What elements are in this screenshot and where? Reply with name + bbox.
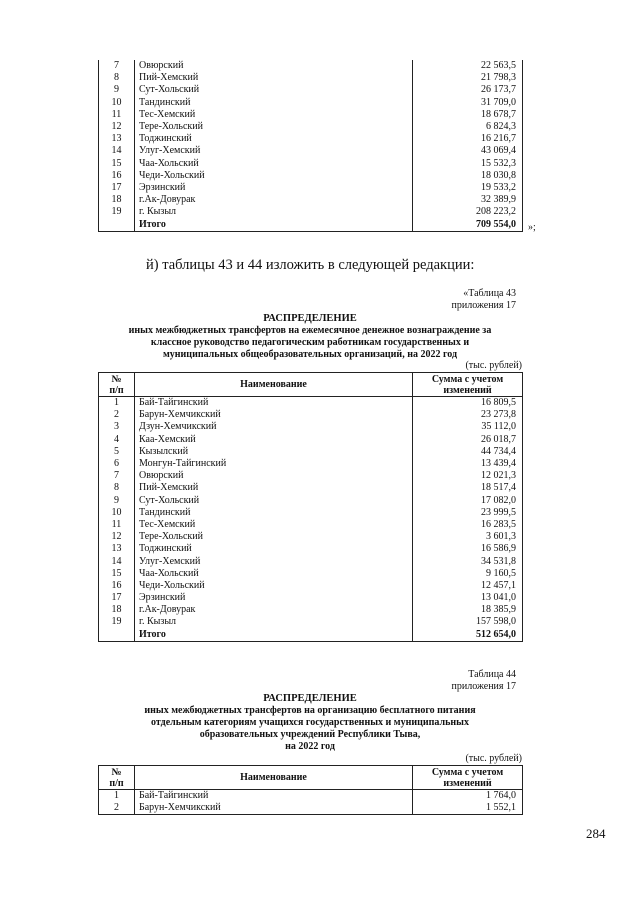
table43-sub-2: классное руководство педагогическим работникам государственных и <box>150 337 470 348</box>
table-row <box>99 421 523 433</box>
table44-col-num: № п/п <box>99 766 135 790</box>
table43-col-num: № п/п <box>99 373 135 397</box>
table-row <box>99 170 523 182</box>
row-number: 5 <box>99 446 135 458</box>
row-name: Дзун-Хемчикский <box>135 421 413 433</box>
row-value: 3 601,3 <box>413 531 523 543</box>
row-number: 4 <box>99 434 135 446</box>
row-value: 18 030,8 <box>413 170 523 182</box>
table43-col-sum: Сумма с учетом изменений <box>413 373 523 397</box>
row-value: 34 531,8 <box>413 555 523 567</box>
row-number: 3 <box>99 421 135 433</box>
row-number <box>99 629 135 642</box>
table-row <box>99 84 523 96</box>
table44-heading: РАСПРЕДЕЛЕНИЕ <box>263 693 357 704</box>
row-number: 12 <box>99 531 135 543</box>
row-name: Бай-Тайгинский <box>135 790 413 803</box>
top-table <box>98 60 523 232</box>
table-row <box>99 397 523 410</box>
row-number: 8 <box>99 72 135 84</box>
row-value: 157 598,0 <box>413 616 523 628</box>
table-row <box>99 604 523 616</box>
table44-caption-2: приложения 17 <box>451 681 516 692</box>
row-name: Эрзинский <box>135 182 413 194</box>
table-row <box>99 616 523 628</box>
row-name: Чеди-Хольский <box>135 580 413 592</box>
row-name: г. Кызыл <box>135 206 413 218</box>
row-number: 10 <box>99 507 135 519</box>
row-name: Улуг-Хемский <box>135 555 413 567</box>
row-value: 32 389,9 <box>413 194 523 206</box>
row-name: Тес-Хемский <box>135 519 413 531</box>
table-row <box>99 60 523 72</box>
row-number: 17 <box>99 182 135 194</box>
row-name: Овюрский <box>135 60 413 72</box>
row-value: 16 586,9 <box>413 543 523 555</box>
table-row <box>99 543 523 555</box>
table44-units: (тыс. рублей) <box>465 753 522 764</box>
row-number: 17 <box>99 592 135 604</box>
row-name: Сут-Хольский <box>135 84 413 96</box>
row-value: 12 021,3 <box>413 470 523 482</box>
row-value: 21 798,3 <box>413 72 523 84</box>
table-row <box>99 158 523 170</box>
row-number: 11 <box>99 519 135 531</box>
top-table-body <box>99 60 523 231</box>
row-value: 6 824,3 <box>413 121 523 133</box>
row-value: 17 082,0 <box>413 495 523 507</box>
row-name: Каа-Хемский <box>135 434 413 446</box>
row-number: 7 <box>99 60 135 72</box>
row-name: Чеди-Хольский <box>135 170 413 182</box>
row-value: 26 173,7 <box>413 84 523 96</box>
row-number: 13 <box>99 543 135 555</box>
row-name: Тандинский <box>135 507 413 519</box>
row-value: 208 223,2 <box>413 206 523 218</box>
table43-col-name: Наименование <box>135 373 413 397</box>
row-name: Чаа-Хольский <box>135 158 413 170</box>
row-number: 15 <box>99 158 135 170</box>
table43-sub-3: муниципальных общеобразовательных организаций, на 2022 год <box>162 349 458 360</box>
table-row <box>99 133 523 145</box>
row-number: 16 <box>99 170 135 182</box>
row-value: 35 112,0 <box>413 421 523 433</box>
row-number: 1 <box>99 790 135 803</box>
table-row <box>99 409 523 421</box>
row-name: Тере-Хольский <box>135 121 413 133</box>
row-name: Монгун-Тайгинский <box>135 458 413 470</box>
row-name: Чаа-Хольский <box>135 568 413 580</box>
row-number: 7 <box>99 470 135 482</box>
row-name: Пий-Хемский <box>135 482 413 494</box>
row-number: 19 <box>99 616 135 628</box>
row-value: 18 517,4 <box>413 482 523 494</box>
row-name: г.Ак-Довурак <box>135 604 413 616</box>
row-name: Улуг-Хемский <box>135 145 413 157</box>
row-name: Барун-Хемчикский <box>135 802 413 815</box>
row-value: 13 439,4 <box>413 458 523 470</box>
table-row <box>99 568 523 580</box>
row-number: 10 <box>99 97 135 109</box>
table-row <box>99 802 523 815</box>
row-value: 23 273,8 <box>413 409 523 421</box>
table44-caption-1: Таблица 44 <box>468 669 516 680</box>
table44-sub-2: отдельным категориям учащихся государственных и муниципальных <box>151 717 469 728</box>
table-row <box>99 109 523 121</box>
row-value: 16 809,5 <box>413 397 523 410</box>
row-value: 15 532,3 <box>413 158 523 170</box>
row-name: Сут-Хольский <box>135 495 413 507</box>
row-name: Итого <box>135 629 413 642</box>
row-value: 16 283,5 <box>413 519 523 531</box>
row-name: Итого <box>135 218 413 231</box>
row-number: 11 <box>99 109 135 121</box>
table44-sub-4: на 2022 год <box>285 741 335 752</box>
table-row <box>99 495 523 507</box>
table-row <box>99 592 523 604</box>
table43-body <box>99 397 523 642</box>
row-number: 13 <box>99 133 135 145</box>
row-value: 44 734,4 <box>413 446 523 458</box>
row-value: 31 709,0 <box>413 97 523 109</box>
row-name: Пий-Хемский <box>135 72 413 84</box>
table-row <box>99 434 523 446</box>
row-name: Овюрский <box>135 470 413 482</box>
row-value: 1 764,0 <box>413 790 523 803</box>
row-value: 18 385,9 <box>413 604 523 616</box>
table43-caption-1: «Таблица 43 <box>463 288 516 299</box>
row-number: 16 <box>99 580 135 592</box>
row-name: Барун-Хемчикский <box>135 409 413 421</box>
table43-units: (тыс. рублей) <box>465 360 522 371</box>
row-value: 43 069,4 <box>413 145 523 157</box>
row-number: 2 <box>99 802 135 815</box>
row-value: 709 554,0 <box>413 218 523 231</box>
table43-heading: РАСПРЕДЕЛЕНИЕ <box>263 313 357 324</box>
row-number: 9 <box>99 84 135 96</box>
row-value: 22 563,5 <box>413 60 523 72</box>
row-number: 1 <box>99 397 135 410</box>
row-name: Кызылский <box>135 446 413 458</box>
table43-caption-2: приложения 17 <box>451 300 516 311</box>
table43 <box>98 372 523 642</box>
row-name: г.Ак-Довурак <box>135 194 413 206</box>
table-row <box>99 790 523 803</box>
row-name: г. Кызыл <box>135 616 413 628</box>
table-row <box>99 446 523 458</box>
row-number: 19 <box>99 206 135 218</box>
table-row <box>99 507 523 519</box>
row-number <box>99 218 135 231</box>
row-number: 18 <box>99 604 135 616</box>
table43-sub-1: иных межбюджетных трансфертов на ежемесячное денежное вознаграждение за <box>128 325 492 336</box>
row-name: Эрзинский <box>135 592 413 604</box>
row-value: 18 678,7 <box>413 109 523 121</box>
row-number: 18 <box>99 194 135 206</box>
row-value: 512 654,0 <box>413 629 523 642</box>
row-number: 2 <box>99 409 135 421</box>
table-row <box>99 72 523 84</box>
table-row <box>99 206 523 218</box>
row-value: 9 160,5 <box>413 568 523 580</box>
row-number: 14 <box>99 555 135 567</box>
row-number: 8 <box>99 482 135 494</box>
table-row <box>99 145 523 157</box>
table-row <box>99 470 523 482</box>
table-row <box>99 182 523 194</box>
row-number: 9 <box>99 495 135 507</box>
row-name: Бай-Тайгинский <box>135 397 413 410</box>
row-value: 1 552,1 <box>413 802 523 815</box>
table44-sub-1: иных межбюджетных трансфертов на организацию бесплатного питания <box>144 705 476 716</box>
instruction-text: й) таблицы 43 и 44 изложить в следующей редакции: <box>146 257 475 273</box>
row-name: Тандинский <box>135 97 413 109</box>
table-row <box>99 97 523 109</box>
row-value: 19 533,2 <box>413 182 523 194</box>
table44 <box>98 765 523 815</box>
table-row <box>99 519 523 531</box>
row-value: 23 999,5 <box>413 507 523 519</box>
closing-mark: »; <box>528 222 536 233</box>
table44-sub-3: образовательных учреждений Республики Тыва, <box>199 729 421 740</box>
table44-col-name: Наименование <box>135 766 413 790</box>
table44-col-sum: Сумма с учетом изменений <box>413 766 523 790</box>
table-row <box>99 629 523 642</box>
row-number: 12 <box>99 121 135 133</box>
table-row <box>99 555 523 567</box>
row-value: 16 216,7 <box>413 133 523 145</box>
row-name: Тере-Хольский <box>135 531 413 543</box>
table-row <box>99 531 523 543</box>
row-name: Тес-Хемский <box>135 109 413 121</box>
row-number: 6 <box>99 458 135 470</box>
row-number: 15 <box>99 568 135 580</box>
row-name: Тоджинский <box>135 133 413 145</box>
table-row <box>99 482 523 494</box>
row-value: 26 018,7 <box>413 434 523 446</box>
table-row <box>99 194 523 206</box>
row-name: Тоджинский <box>135 543 413 555</box>
page-number: 284 <box>586 826 606 841</box>
table-row <box>99 121 523 133</box>
table44-body <box>99 790 523 815</box>
table-row <box>99 218 523 231</box>
row-value: 13 041,0 <box>413 592 523 604</box>
row-value: 12 457,1 <box>413 580 523 592</box>
table-row <box>99 458 523 470</box>
table-row <box>99 580 523 592</box>
row-number: 14 <box>99 145 135 157</box>
